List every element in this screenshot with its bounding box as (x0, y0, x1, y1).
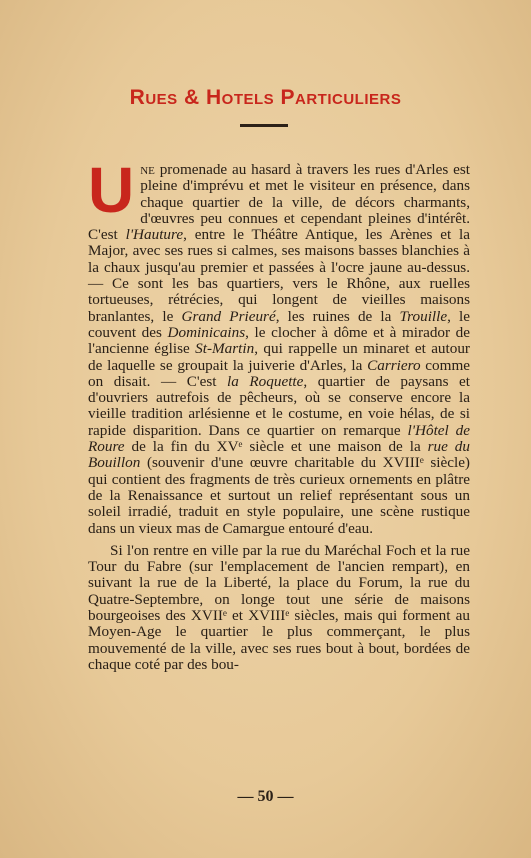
text-run: de la fin du XVᵉ siècle et une maison de la (124, 438, 428, 456)
paragraph-2: Si l'on rentre en ville par la rue du Maréchal Foch et la rue Tour du Fabre (sur l'emplacement de l'ancien rempart), en suivant la rue de la Liberté, la place du Forum, la rue du Quatre-Septembre, on longe tout une série de maisons bourgeoises des XVIIᵉ et XVIIIᵉ siècles, mais qui forment au Moyen-Age le quartier le plus commerçant, le plus mouvementé de la ville, avec ses rues bout à bout, bordées de chaque coté par des bou- (88, 541, 470, 673)
body-text (88, 154, 471, 673)
text-run: (souvenir d'une œuvre charitable du XVIIIᵉ siècle) qui contient des fragments de très curieux ornements en plâtre de la Renaissance et surtout un relief représentant sous un soleil irradié, traduit en style populaire, une scène rustique dans un vieux mas de Camargue entouré d'eau. (88, 454, 470, 537)
text-run: , qui rappelle un minaret et autour de laquelle se groupait la juiverie d'Arles, la (88, 340, 470, 374)
text-run: , quartier de paysans et d'ouvriers autrefois de pêcheurs, où se conserve encore la vieille tradition arlésienne et le costume, en voie hélas, de si rapide disparition. Dans ce quartier on remarque (88, 372, 470, 439)
chapter-title: Rues & Hotels Particuliers (129, 86, 402, 109)
text-run: promenade au hasard à travers les rues d'Arles est pleine d'imprévu et met le visiteur en présence, dans chaque quartier de la ville, de décors charmants, d'œuvres peu connues et cependant pleines d'intérêt. C'est (88, 161, 470, 244)
lead-in: ne (140, 161, 155, 178)
place-name: St-Martin (195, 340, 255, 358)
drop-cap: U (88, 154, 135, 226)
place-name: la Roquette (227, 372, 304, 390)
place-name: Carriero (367, 356, 421, 374)
place-name: Grand Prieuré (181, 307, 276, 325)
text-run: , entre le Théâtre Antique, les Arènes et la Major, avec ses rues si calmes, ses maisons basses blanchies à la chaux jusqu'au premier et passées à l'ocre jaune au-dessus. — Ce sont les bas quartiers, vers le Rhône, aux ruelles tortueuses, rétrécies, qui longent de vieilles maisons branlantes, le (88, 226, 470, 325)
place-name: l'Hôtel de Roure (88, 421, 471, 456)
text-run: , le clocher à dôme et à mirador de l'ancienne église (88, 323, 470, 358)
place-name: l'Hauture (125, 226, 184, 244)
place-name: Trouille (399, 307, 448, 325)
text-run: , le couvent des (88, 307, 471, 341)
place-name: Dominicains (167, 323, 246, 341)
text-run: comme on disait. — C'est (88, 356, 471, 390)
text-run: , les ruines de la (275, 307, 400, 325)
title-rule (240, 124, 288, 127)
paragraph-1 (88, 154, 471, 537)
place-name: rue du Bouillon (88, 438, 470, 472)
page-number: — 50 — (237, 788, 294, 805)
